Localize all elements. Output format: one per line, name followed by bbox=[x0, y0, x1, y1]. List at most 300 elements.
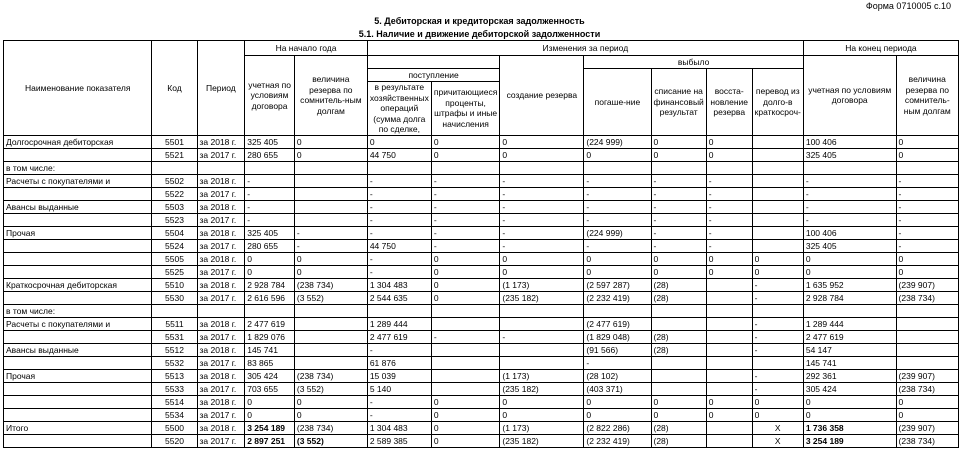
row-value-cell: - bbox=[500, 226, 584, 239]
row-value-cell: 305 424 bbox=[245, 369, 295, 382]
table-row bbox=[4, 369, 959, 382]
row-period-cell: за 2018 г. bbox=[197, 200, 245, 213]
table-row bbox=[4, 408, 959, 421]
row-value-cell: - bbox=[431, 200, 499, 213]
row-value-cell bbox=[500, 356, 584, 369]
header-code: Код bbox=[152, 41, 197, 136]
row-value-cell bbox=[651, 369, 706, 382]
row-value-cell: 3 254 189 bbox=[245, 421, 295, 434]
header-changes: Изменения за период bbox=[367, 41, 803, 56]
row-value-cell: 145 741 bbox=[245, 343, 295, 356]
row-value-cell: 2 616 596 bbox=[245, 291, 295, 304]
row-value-cell: 15 039 bbox=[367, 369, 431, 382]
row-value-cell: 0 bbox=[706, 148, 752, 161]
row-value-cell: 5 140 bbox=[367, 382, 431, 395]
row-value-cell bbox=[500, 161, 584, 174]
row-value-cell: 2 477 619 bbox=[367, 330, 431, 343]
row-value-cell bbox=[431, 317, 499, 330]
row-value-cell: - bbox=[706, 200, 752, 213]
row-value-cell: (1 829 048) bbox=[584, 330, 651, 343]
row-period-cell: за 2018 г. bbox=[197, 343, 245, 356]
row-value-cell: 1 635 952 bbox=[803, 278, 896, 291]
row-value-cell: - bbox=[803, 213, 896, 226]
row-value-cell: 0 bbox=[431, 395, 499, 408]
row-value-cell bbox=[651, 356, 706, 369]
row-code-cell: 5503 bbox=[152, 200, 197, 213]
row-code-cell: 5501 bbox=[152, 135, 197, 148]
row-value-cell: 280 655 bbox=[245, 148, 295, 161]
row-period-cell: за 2018 г. bbox=[197, 421, 245, 434]
header-name: Наименование показателя bbox=[4, 41, 152, 136]
row-name-cell: Авансы выданные bbox=[4, 200, 152, 213]
header-end: На конец периода bbox=[803, 41, 958, 56]
row-value-cell: - bbox=[896, 174, 958, 187]
row-value-cell: 44 750 bbox=[367, 148, 431, 161]
row-value-cell: 0 bbox=[500, 395, 584, 408]
row-name-cell bbox=[4, 265, 152, 278]
table-row bbox=[4, 161, 959, 174]
row-value-cell: 0 bbox=[500, 135, 584, 148]
row-value-cell: (238 734) bbox=[896, 434, 958, 447]
row-value-cell: - bbox=[367, 408, 431, 421]
header-inflow: поступление bbox=[367, 69, 500, 82]
row-value-cell: 325 405 bbox=[245, 226, 295, 239]
row-value-cell: - bbox=[706, 174, 752, 187]
row-value-cell: - bbox=[803, 174, 896, 187]
row-name-cell bbox=[4, 330, 152, 343]
row-value-cell bbox=[367, 304, 431, 317]
table-row bbox=[4, 356, 959, 369]
row-name-cell bbox=[4, 252, 152, 265]
row-value-cell: - bbox=[500, 239, 584, 252]
row-value-cell: - bbox=[584, 200, 651, 213]
row-value-cell bbox=[706, 330, 752, 343]
row-value-cell: - bbox=[431, 174, 499, 187]
row-value-cell bbox=[706, 304, 752, 317]
row-value-cell: 0 bbox=[651, 265, 706, 278]
row-period-cell: за 2018 г. bbox=[197, 278, 245, 291]
row-value-cell bbox=[651, 161, 706, 174]
row-value-cell: 0 bbox=[431, 408, 499, 421]
row-code-cell: 5523 bbox=[152, 213, 197, 226]
row-value-cell bbox=[294, 317, 367, 330]
row-value-cell: - bbox=[584, 239, 651, 252]
row-value-cell: - bbox=[584, 187, 651, 200]
row-value-cell: - bbox=[752, 369, 803, 382]
row-value-cell: - bbox=[706, 239, 752, 252]
row-value-cell: - bbox=[294, 239, 367, 252]
row-value-cell: 292 361 bbox=[803, 369, 896, 382]
row-value-cell: - bbox=[803, 187, 896, 200]
row-name-cell: Краткосрочная дебиторская bbox=[4, 278, 152, 291]
row-value-cell: 0 bbox=[431, 434, 499, 447]
row-value-cell: 1 304 483 bbox=[367, 421, 431, 434]
row-value-cell: 0 bbox=[803, 395, 896, 408]
row-value-cell: 44 750 bbox=[367, 239, 431, 252]
row-value-cell bbox=[752, 187, 803, 200]
row-name-cell: в том числе: bbox=[4, 304, 152, 317]
row-name-cell bbox=[4, 291, 152, 304]
row-value-cell: - bbox=[500, 330, 584, 343]
row-value-cell: (3 552) bbox=[294, 291, 367, 304]
row-value-cell: - bbox=[367, 265, 431, 278]
row-name-cell bbox=[4, 187, 152, 200]
row-value-cell: 0 bbox=[431, 265, 499, 278]
row-value-cell: - bbox=[896, 187, 958, 200]
row-value-cell: 2 589 385 bbox=[367, 434, 431, 447]
row-value-cell: - bbox=[500, 213, 584, 226]
row-value-cell bbox=[294, 304, 367, 317]
row-code-cell: 5505 bbox=[152, 252, 197, 265]
table-row bbox=[4, 343, 959, 356]
row-value-cell bbox=[706, 161, 752, 174]
row-period-cell: за 2017 г. bbox=[197, 187, 245, 200]
row-value-cell: (239 907) bbox=[896, 421, 958, 434]
row-value-cell: 2 477 619 bbox=[803, 330, 896, 343]
row-period-cell: за 2017 г. bbox=[197, 239, 245, 252]
row-value-cell: 1 289 444 bbox=[803, 317, 896, 330]
row-value-cell: - bbox=[752, 382, 803, 395]
header-start-book: учетная по условиям договора bbox=[245, 56, 295, 136]
row-period-cell: за 2017 г. bbox=[197, 356, 245, 369]
row-value-cell bbox=[431, 343, 499, 356]
row-period-cell: за 2018 г. bbox=[197, 395, 245, 408]
row-value-cell: 2 897 251 bbox=[245, 434, 295, 447]
row-value-cell: (1 173) bbox=[500, 421, 584, 434]
row-value-cell: 0 bbox=[500, 252, 584, 265]
row-value-cell bbox=[752, 226, 803, 239]
row-value-cell: (28) bbox=[651, 291, 706, 304]
header-reserve-create: создание резерва bbox=[500, 56, 584, 136]
row-value-cell: (28) bbox=[651, 434, 706, 447]
row-period-cell: за 2017 г. bbox=[197, 148, 245, 161]
row-value-cell bbox=[245, 161, 295, 174]
row-value-cell: - bbox=[706, 187, 752, 200]
row-value-cell bbox=[431, 161, 499, 174]
row-value-cell: - bbox=[752, 317, 803, 330]
row-name-cell: Долгосрочная дебиторская bbox=[4, 135, 152, 148]
row-value-cell: - bbox=[896, 239, 958, 252]
row-value-cell: (2 232 419) bbox=[584, 291, 651, 304]
row-value-cell bbox=[584, 304, 651, 317]
row-value-cell: - bbox=[896, 200, 958, 213]
row-value-cell: - bbox=[431, 213, 499, 226]
table-row bbox=[4, 174, 959, 187]
row-value-cell: - bbox=[367, 226, 431, 239]
row-period-cell: за 2018 г. bbox=[197, 369, 245, 382]
row-value-cell: 0 bbox=[706, 135, 752, 148]
row-value-cell: (3 552) bbox=[294, 434, 367, 447]
row-value-cell: - bbox=[500, 187, 584, 200]
row-value-cell: 0 bbox=[896, 148, 958, 161]
row-name-cell bbox=[4, 148, 152, 161]
row-value-cell: - bbox=[752, 291, 803, 304]
row-value-cell: 2 544 635 bbox=[367, 291, 431, 304]
row-value-cell bbox=[584, 161, 651, 174]
row-value-cell: 2 928 784 bbox=[803, 291, 896, 304]
row-value-cell bbox=[752, 161, 803, 174]
row-value-cell: (2 597 287) bbox=[584, 278, 651, 291]
row-value-cell bbox=[500, 317, 584, 330]
row-name-cell bbox=[4, 395, 152, 408]
row-value-cell: - bbox=[367, 187, 431, 200]
row-value-cell: 325 405 bbox=[803, 239, 896, 252]
header-in-interest: причитающиеся проценты, штрафы и иные начисления bbox=[431, 82, 499, 136]
row-value-cell: 0 bbox=[896, 265, 958, 278]
row-value-cell: 0 bbox=[803, 408, 896, 421]
row-value-cell: - bbox=[584, 174, 651, 187]
row-value-cell: X bbox=[752, 421, 803, 434]
row-code-cell: 5520 bbox=[152, 434, 197, 447]
row-value-cell bbox=[706, 291, 752, 304]
row-value-cell: (235 182) bbox=[500, 291, 584, 304]
row-code-cell: 5524 bbox=[152, 239, 197, 252]
row-code-cell: 5534 bbox=[152, 408, 197, 421]
row-name-cell: Расчеты с покупателями и bbox=[4, 174, 152, 187]
row-value-cell bbox=[245, 304, 295, 317]
row-value-cell: - bbox=[651, 226, 706, 239]
row-code-cell: 5502 bbox=[152, 174, 197, 187]
row-value-cell: 0 bbox=[245, 395, 295, 408]
row-value-cell: 0 bbox=[706, 265, 752, 278]
row-value-cell: (28) bbox=[651, 330, 706, 343]
row-value-cell: 0 bbox=[294, 252, 367, 265]
row-period-cell: за 2017 г. bbox=[197, 382, 245, 395]
header-repay: погаше-ние bbox=[584, 69, 651, 136]
row-period-cell: за 2018 г. bbox=[197, 135, 245, 148]
row-value-cell: - bbox=[431, 239, 499, 252]
row-value-cell bbox=[651, 382, 706, 395]
table-row bbox=[4, 421, 959, 434]
row-value-cell: 305 424 bbox=[803, 382, 896, 395]
header-end-reserve: величина резерва по сомнитель-ным долгам bbox=[896, 56, 958, 136]
row-code-cell: 5522 bbox=[152, 187, 197, 200]
row-value-cell: 0 bbox=[500, 408, 584, 421]
row-value-cell: 0 bbox=[294, 395, 367, 408]
row-value-cell: 280 655 bbox=[245, 239, 295, 252]
row-value-cell: 0 bbox=[245, 265, 295, 278]
row-value-cell: 325 405 bbox=[803, 148, 896, 161]
row-value-cell bbox=[752, 239, 803, 252]
row-value-cell bbox=[706, 434, 752, 447]
row-value-cell bbox=[752, 148, 803, 161]
table-row bbox=[4, 317, 959, 330]
row-value-cell: - bbox=[367, 200, 431, 213]
row-code-cell: 5500 bbox=[152, 421, 197, 434]
row-value-cell: 0 bbox=[584, 395, 651, 408]
row-value-cell: - bbox=[500, 174, 584, 187]
header-in-ops: в результате хозяйственных операций (сумма долга по сделке, bbox=[367, 82, 431, 136]
row-value-cell: 3 254 189 bbox=[803, 434, 896, 447]
row-name-cell: Авансы выданные bbox=[4, 343, 152, 356]
row-value-cell: - bbox=[896, 226, 958, 239]
row-value-cell: - bbox=[706, 213, 752, 226]
row-value-cell bbox=[803, 161, 896, 174]
header-start-reserve: величина резерва по сомнитель-ным долгам bbox=[294, 56, 367, 136]
row-value-cell: 1 304 483 bbox=[367, 278, 431, 291]
row-name-cell: Прочая bbox=[4, 226, 152, 239]
row-value-cell bbox=[500, 343, 584, 356]
row-value-cell bbox=[294, 356, 367, 369]
row-code-cell: 5504 bbox=[152, 226, 197, 239]
row-value-cell: 1 736 358 bbox=[803, 421, 896, 434]
row-code-cell: 5533 bbox=[152, 382, 197, 395]
row-value-cell bbox=[367, 161, 431, 174]
row-value-cell bbox=[752, 174, 803, 187]
row-value-cell: (239 907) bbox=[896, 369, 958, 382]
row-value-cell: 100 406 bbox=[803, 135, 896, 148]
row-value-cell: - bbox=[803, 200, 896, 213]
form-number: Форма 0710005 с.10 bbox=[865, 1, 951, 11]
row-code-cell: 5511 bbox=[152, 317, 197, 330]
header-start: На начало года bbox=[245, 41, 368, 56]
row-value-cell: - bbox=[367, 213, 431, 226]
row-value-cell bbox=[294, 330, 367, 343]
row-value-cell bbox=[706, 421, 752, 434]
row-value-cell: 0 bbox=[294, 148, 367, 161]
row-value-cell: 0 bbox=[651, 408, 706, 421]
row-period-cell: за 2017 г. bbox=[197, 265, 245, 278]
row-value-cell bbox=[294, 213, 367, 226]
row-value-cell: (224 999) bbox=[584, 135, 651, 148]
row-value-cell: - bbox=[245, 213, 295, 226]
row-value-cell: 0 bbox=[651, 135, 706, 148]
row-code-cell: 5531 bbox=[152, 330, 197, 343]
table-row bbox=[4, 304, 959, 317]
row-value-cell: 0 bbox=[896, 135, 958, 148]
row-value-cell: (238 734) bbox=[294, 421, 367, 434]
row-value-cell: (1 173) bbox=[500, 278, 584, 291]
row-value-cell: 0 bbox=[803, 252, 896, 265]
table-row bbox=[4, 252, 959, 265]
row-value-cell bbox=[651, 317, 706, 330]
row-value-cell: 0 bbox=[500, 148, 584, 161]
table-row bbox=[4, 395, 959, 408]
row-value-cell bbox=[294, 174, 367, 187]
row-value-cell: 100 406 bbox=[803, 226, 896, 239]
row-period-cell: за 2017 г. bbox=[197, 213, 245, 226]
row-name-cell bbox=[4, 434, 152, 447]
row-period-cell: за 2018 г. bbox=[197, 226, 245, 239]
row-value-cell: (238 734) bbox=[896, 291, 958, 304]
row-name-cell: в том числе: bbox=[4, 161, 152, 174]
table-row bbox=[4, 265, 959, 278]
row-code-cell: 5530 bbox=[152, 291, 197, 304]
section-subtitle: 5.1. Наличие и движение дебиторской задолженности bbox=[358, 29, 601, 39]
row-value-cell: (238 734) bbox=[294, 369, 367, 382]
row-value-cell bbox=[896, 304, 958, 317]
table-row bbox=[4, 291, 959, 304]
table-row bbox=[4, 434, 959, 447]
row-value-cell: - bbox=[896, 213, 958, 226]
row-value-cell bbox=[431, 356, 499, 369]
row-code-cell: 5514 bbox=[152, 395, 197, 408]
row-value-cell: (28) bbox=[651, 343, 706, 356]
row-name-cell bbox=[4, 239, 152, 252]
row-value-cell: - bbox=[752, 330, 803, 343]
row-value-cell: - bbox=[367, 252, 431, 265]
row-value-cell: (238 734) bbox=[896, 382, 958, 395]
row-code-cell: 5525 bbox=[152, 265, 197, 278]
row-value-cell: - bbox=[706, 226, 752, 239]
row-code-cell: 5510 bbox=[152, 278, 197, 291]
row-value-cell bbox=[896, 317, 958, 330]
row-name-cell bbox=[4, 356, 152, 369]
row-value-cell: 0 bbox=[294, 135, 367, 148]
row-value-cell: 0 bbox=[896, 408, 958, 421]
row-value-cell: (28) bbox=[651, 278, 706, 291]
row-value-cell bbox=[500, 304, 584, 317]
row-value-cell: 83 865 bbox=[245, 356, 295, 369]
row-value-cell: 0 bbox=[294, 265, 367, 278]
row-value-cell bbox=[752, 356, 803, 369]
row-period-cell bbox=[197, 304, 245, 317]
row-value-cell: 0 bbox=[245, 252, 295, 265]
row-value-cell bbox=[752, 135, 803, 148]
table-row bbox=[4, 226, 959, 239]
row-value-cell: - bbox=[584, 213, 651, 226]
header-period: Период bbox=[197, 41, 245, 136]
header-end-book: учетная по условиям договора bbox=[803, 56, 896, 136]
row-value-cell bbox=[431, 304, 499, 317]
row-value-cell: 0 bbox=[584, 252, 651, 265]
row-value-cell: 0 bbox=[431, 135, 499, 148]
row-value-cell: 0 bbox=[245, 408, 295, 421]
row-value-cell: - bbox=[431, 187, 499, 200]
row-value-cell bbox=[896, 161, 958, 174]
row-value-cell: 145 741 bbox=[803, 356, 896, 369]
row-value-cell: - bbox=[651, 174, 706, 187]
row-value-cell bbox=[706, 343, 752, 356]
row-value-cell: (91 566) bbox=[584, 343, 651, 356]
row-value-cell: (403 371) bbox=[584, 382, 651, 395]
row-value-cell: 0 bbox=[431, 421, 499, 434]
row-name-cell: Итого bbox=[4, 421, 152, 434]
row-period-cell: за 2017 г. bbox=[197, 434, 245, 447]
row-value-cell: (239 907) bbox=[896, 278, 958, 291]
table-row bbox=[4, 278, 959, 291]
header-outflow: выбыло bbox=[584, 56, 803, 69]
row-value-cell: - bbox=[431, 330, 499, 343]
table-row bbox=[4, 213, 959, 226]
row-value-cell: (2 232 419) bbox=[584, 434, 651, 447]
header-transfer: перевод из долго-в краткосроч- bbox=[752, 69, 803, 136]
row-value-cell: - bbox=[245, 187, 295, 200]
row-value-cell: - bbox=[651, 213, 706, 226]
row-code-cell bbox=[152, 161, 197, 174]
row-value-cell bbox=[706, 278, 752, 291]
row-value-cell: 0 bbox=[294, 408, 367, 421]
row-code-cell: 5532 bbox=[152, 356, 197, 369]
row-value-cell bbox=[706, 369, 752, 382]
row-value-cell: 0 bbox=[706, 408, 752, 421]
table-row bbox=[4, 239, 959, 252]
row-value-cell bbox=[706, 356, 752, 369]
row-value-cell: 325 405 bbox=[245, 135, 295, 148]
row-period-cell: за 2017 г. bbox=[197, 291, 245, 304]
row-value-cell: 2 928 784 bbox=[245, 278, 295, 291]
row-value-cell: - bbox=[651, 239, 706, 252]
row-name-cell: Прочая bbox=[4, 369, 152, 382]
row-name-cell bbox=[4, 213, 152, 226]
row-value-cell bbox=[896, 356, 958, 369]
row-value-cell: 703 655 bbox=[245, 382, 295, 395]
row-value-cell: (2 822 286) bbox=[584, 421, 651, 434]
row-value-cell bbox=[896, 343, 958, 356]
receivables-table bbox=[3, 40, 959, 448]
row-period-cell: за 2018 г. bbox=[197, 252, 245, 265]
row-value-cell: 0 bbox=[431, 148, 499, 161]
